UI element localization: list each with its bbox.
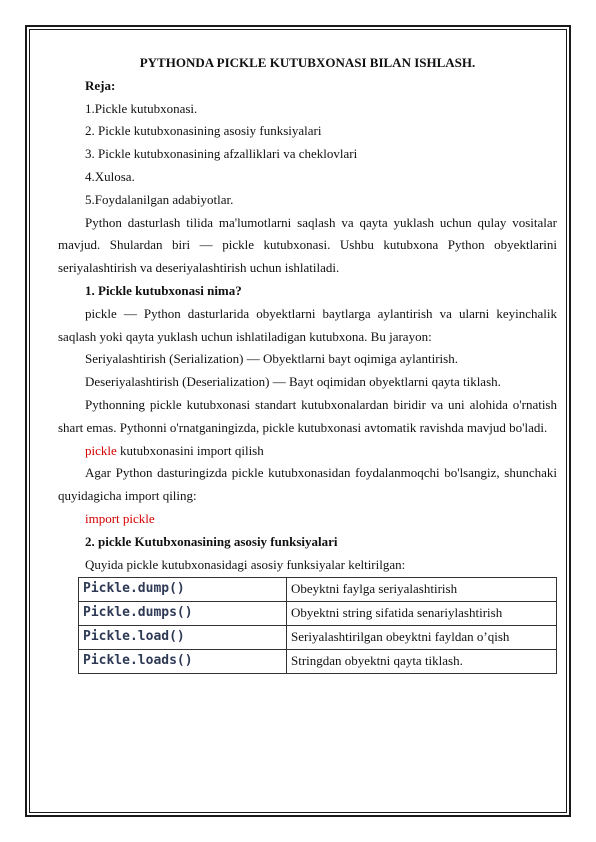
function-description: Obeyktni faylga seriyalashtirish — [287, 578, 557, 602]
reja-item: 4.Xulosa. — [85, 168, 135, 184]
function-name: Pickle.dumps() — [79, 602, 287, 626]
section1-paragraph: Pythonning pickle kutubxonasi standart kutubxonalardan biridir va uni alohida o'rnatish shart emas. Pythonni o'rnatganingizda, pickle kutubxonasi avtomatik ravishda mavjud bo'ladi. — [58, 396, 557, 435]
function-description: Obyektni string sifatida senariylashtirish — [287, 602, 557, 626]
function-description: Stringdan obyektni qayta tiklash. — [287, 650, 557, 674]
section1-paragraph: Agar Python dasturingizda pickle kutubxonasidan foydalanmoqchi bo'lsangiz, shunchaki quyidagicha import qiling: — [58, 465, 557, 504]
import-subheading — [58, 440, 557, 463]
section2-heading: 2. pickle Kutubxonasining asosiy funksiyalari — [85, 533, 338, 549]
function-description: Seriyalashtirilgan obeyktni fayldan o’qish — [287, 626, 557, 650]
functions-table — [78, 577, 557, 674]
table-row — [79, 602, 557, 626]
table-row — [79, 578, 557, 602]
intro-paragraph: Python dasturlash tilida ma'lumotlarni saqlash va qayta yuklash uchun qulay vositalar mavjud. Shulardan biri — pickle kutubxonasi. Ushbu kutubxona Python obyektlarini seriyalashtirish va deseriyalashtirish uchun ishlatiladi. — [58, 214, 557, 276]
section1-heading: 1. Pickle kutubxonasi nima? — [85, 282, 242, 298]
table-row — [79, 626, 557, 650]
document-title: PYTHONDA PICKLE KUTUBXONASI BILAN ISHLASH. — [139, 55, 476, 70]
deserialization-definition: Deseriyalashtirish (Deserialization) — Bayt oqimidan obyektlarni qayta tiklash. — [85, 374, 501, 390]
reja-item: 5.Foydalanilgan adabiyotlar. — [85, 191, 234, 207]
import-subheading-text: kutubxonasini import qilish — [116, 442, 264, 458]
function-name: Pickle.load() — [79, 626, 287, 650]
document-body — [58, 52, 557, 674]
table-row — [79, 650, 557, 674]
function-name: Pickle.dump() — [79, 578, 287, 602]
section1-paragraph: pickle — Python dasturlarida obyektlarni baytlarga aylantirish va ularni keyinchalik saqlash yoki qayta yuklash uchun ishlatiladigan kutubxona. Bu jarayon: — [58, 305, 557, 344]
function-name: Pickle.loads() — [79, 650, 287, 674]
import-keyword: pickle — [85, 442, 117, 458]
reja-item: 3. Pickle kutubxonasining afzalliklari va cheklovlari — [85, 146, 358, 162]
section2-paragraph: Quyida pickle kutubxonasidagi asosiy funksiyalar keltirilgan: — [85, 556, 406, 572]
import-code: import pickle — [85, 510, 155, 526]
reja-heading: Reja: — [85, 77, 116, 93]
serialization-definition: Seriyalashtirish (Serialization) — Obyektlarni bayt oqimiga aylantirish. — [85, 351, 458, 367]
reja-item: 1.Pickle kutubxonasi. — [85, 100, 198, 116]
reja-item: 2. Pickle kutubxonasining asosiy funksiyalari — [85, 123, 322, 139]
